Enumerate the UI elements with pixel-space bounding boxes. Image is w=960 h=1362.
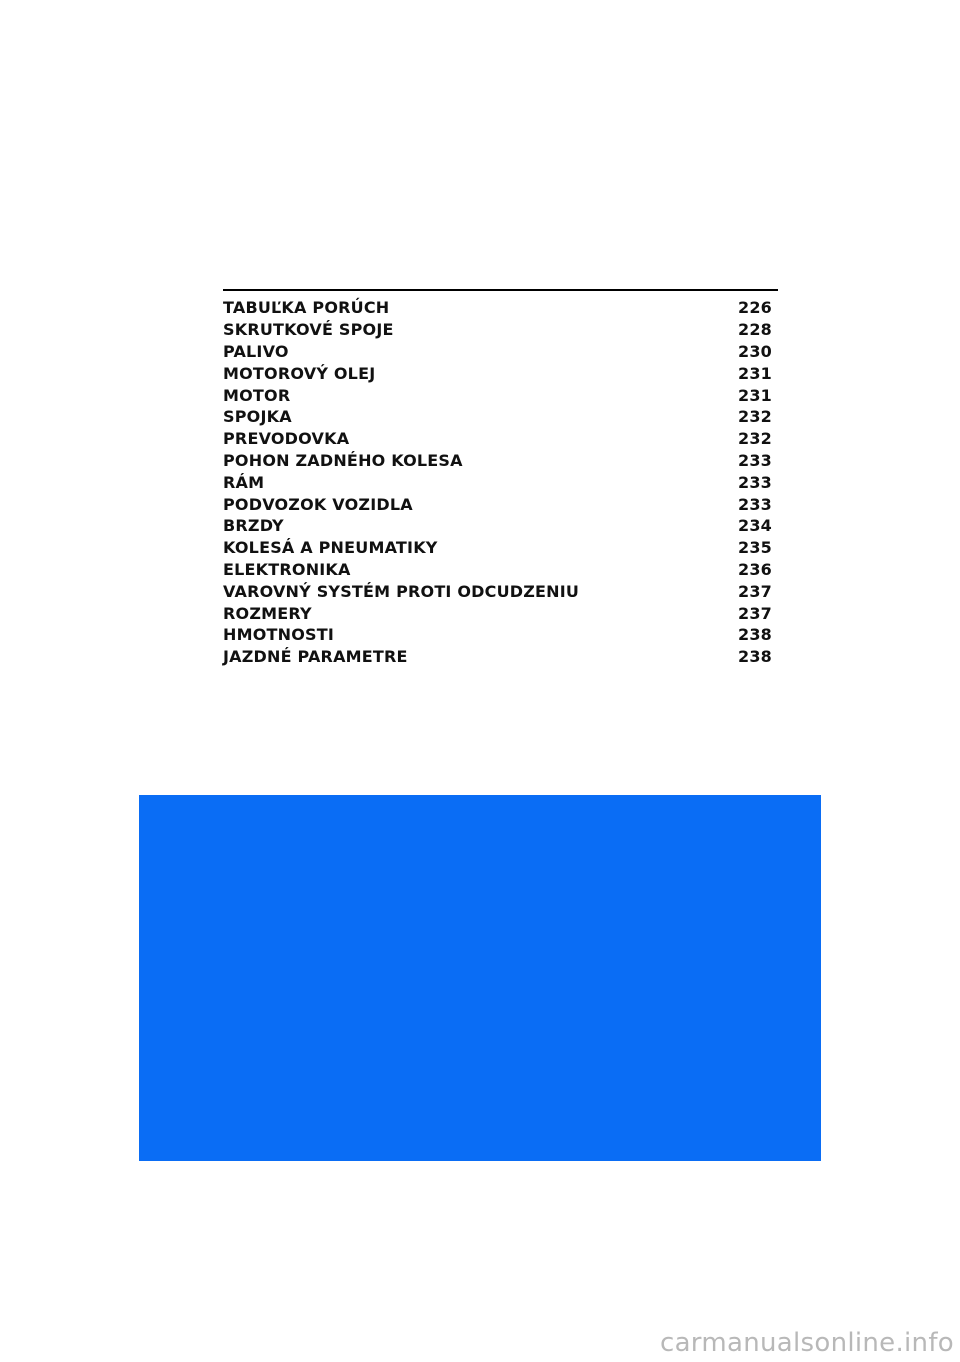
toc-entry[interactable] [223,428,778,450]
toc-entry-page: 238 [738,625,772,645]
toc-entry-title: MOTOR [223,385,291,405]
toc-entry[interactable] [223,559,778,581]
toc-entry[interactable] [223,493,778,515]
toc-entry-page: 236 [738,559,772,579]
toc-entry-title: KOLESÁ A PNEUMATIKY [223,538,438,558]
toc-entry-page: 233 [738,472,772,492]
toc-entry[interactable] [223,515,778,537]
toc-entry-page: 233 [738,450,772,470]
toc-entry-page: 226 [738,298,772,318]
toc-entry-title: PALIVO [223,341,289,361]
toc-entry-title: MOTOROVÝ OLEJ [223,363,376,383]
toc-entry-page: 234 [738,516,772,536]
toc-entry[interactable] [223,297,778,319]
toc-entry[interactable] [223,362,778,384]
toc-entry[interactable] [223,471,778,493]
toc-entry-title: SPOJKA [223,407,292,427]
toc-entry[interactable] [223,624,778,646]
toc-entry-title: BRZDY [223,516,284,536]
toc-entry-title: TABUĽKA PORÚCH [223,298,390,318]
toc-entry-title: POHON ZADNÉHO KOLESA [223,450,463,470]
toc-entry[interactable] [223,537,778,559]
toc-entry[interactable] [223,406,778,428]
toc-entry-page: 231 [738,363,772,383]
table-of-contents [223,289,778,668]
toc-entry-title: PODVOZOK VOZIDLA [223,494,413,514]
toc-entry-page: 232 [738,429,772,449]
toc-entry-page: 235 [738,538,772,558]
toc-entry-title: SKRUTKOVÉ SPOJE [223,320,394,340]
toc-entry-page: 233 [738,494,772,514]
toc-entry[interactable] [223,384,778,406]
toc-entry-page: 230 [738,341,772,361]
toc-entry-title: JAZDNÉ PARAMETRE [223,647,408,667]
toc-entry[interactable] [223,341,778,363]
toc-entry-page: 232 [738,407,772,427]
toc-entry-title: VAROVNÝ SYSTÉM PROTI ODCUDZENIU [223,581,580,601]
toc-entry-title: ELEKTRONIKA [223,559,351,579]
toc-entry-page: 237 [738,581,772,601]
toc-entry-title: ROZMERY [223,603,312,623]
toc-entry[interactable] [223,602,778,624]
blue-color-block [139,795,821,1161]
toc-entry-page: 231 [738,385,772,405]
watermark-text: carmanualsonline.info [659,1328,954,1358]
toc-entry[interactable] [223,450,778,472]
toc-entry[interactable] [223,646,778,668]
toc-entry-title: PREVODOVKA [223,429,350,449]
toc-entry-title: RÁM [223,472,265,492]
toc-entry[interactable] [223,580,778,602]
toc-entry[interactable] [223,319,778,341]
toc-entry-page: 238 [738,647,772,667]
toc-entry-title: HMOTNOSTI [223,625,335,645]
toc-entry-page: 237 [738,603,772,623]
toc-entry-page: 228 [738,320,772,340]
